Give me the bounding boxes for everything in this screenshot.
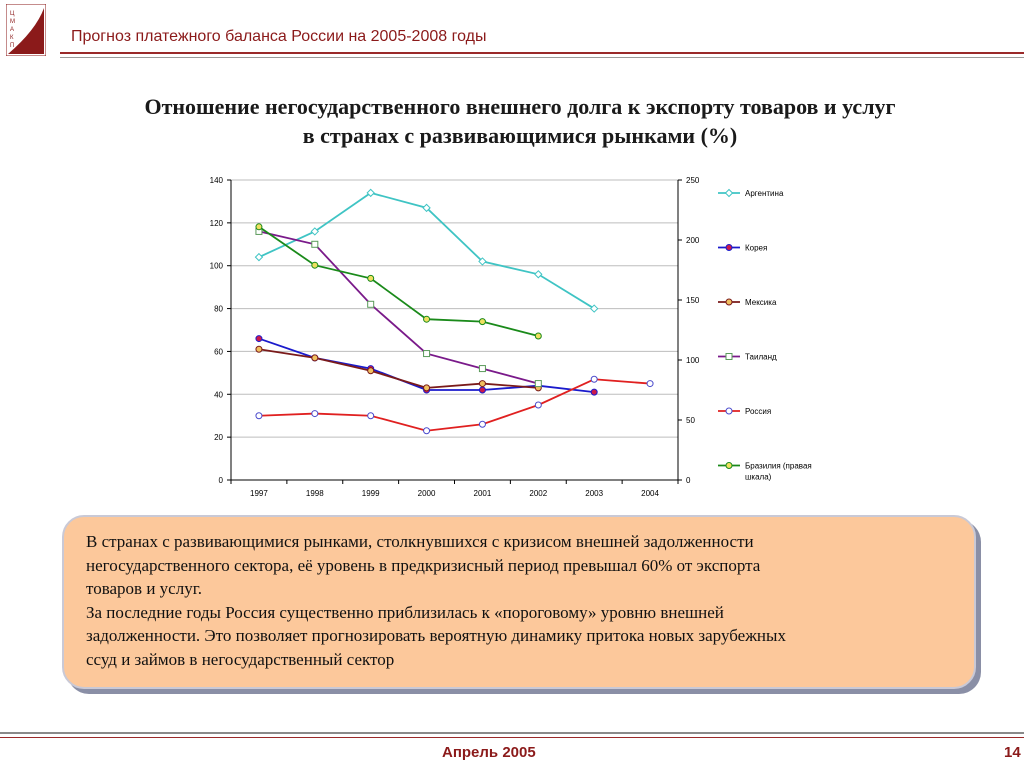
y-tick-label: 80: [214, 304, 223, 314]
data-point: [424, 428, 430, 434]
callout-line: негосударственного сектора, её уровень в предкризисный период превышал 60% от экспорта: [86, 555, 761, 575]
y-tick-label: 140: [209, 176, 223, 185]
legend-marker: [726, 354, 732, 360]
data-point: [256, 413, 262, 419]
y-tick-label: 0: [218, 476, 223, 485]
legend-marker: [726, 408, 732, 414]
series-line: [259, 379, 650, 430]
data-point: [479, 387, 485, 393]
legend-label: Таиланд: [745, 352, 777, 362]
data-point: [312, 241, 318, 247]
x-tick-label: 1999: [361, 489, 380, 498]
header-title: Прогноз платежного баланса России на 2005-2008 годы: [71, 28, 487, 45]
callout-line: В странах с развивающимися рынками, столкнувшихся с кризисом внешней задолженности: [86, 532, 754, 551]
svg-text:Ц: Ц: [10, 11, 15, 17]
legend-label: Россия: [745, 407, 772, 416]
footer-divider: [0, 732, 1024, 734]
data-point: [479, 366, 485, 372]
data-point: [368, 301, 374, 307]
y-tick-label: 20: [214, 433, 223, 443]
data-point: [479, 381, 485, 387]
page-number: 14: [1004, 744, 1021, 761]
legend-marker: [726, 463, 732, 469]
data-point: [256, 336, 262, 342]
data-point: [312, 411, 318, 417]
data-point: [312, 262, 318, 268]
y2-tick-label: 250: [686, 176, 700, 185]
data-point: [424, 385, 430, 391]
data-point: [479, 421, 485, 427]
header-divider: [60, 52, 1024, 54]
legend-label: Бразилия (правая: [745, 461, 812, 471]
y2-tick-label: 50: [686, 416, 695, 425]
slide-title-line1: Отношение негосударственного внешнего долга к экспорту товаров и услуг: [144, 94, 896, 119]
y2-tick-label: 200: [686, 236, 700, 245]
data-point: [312, 355, 318, 361]
legend-marker: [726, 245, 732, 251]
slide-title: [60, 92, 980, 150]
svg-text:М: М: [10, 19, 15, 25]
svg-text:К: К: [10, 35, 14, 41]
data-point: [535, 402, 541, 408]
header-divider-thin: [60, 57, 1024, 58]
x-tick-label: 2004: [641, 489, 659, 498]
callout-line: За последние годы Россия существенно приблизилась к «пороговому» уровню внешней: [86, 602, 724, 622]
x-tick-label: 2000: [417, 489, 436, 498]
y-tick-label: 40: [214, 390, 223, 400]
footer-date: Апрель 2005: [442, 744, 536, 761]
data-point: [368, 275, 374, 281]
data-point: [591, 376, 597, 382]
data-point: [255, 254, 262, 261]
y2-tick-label: 150: [686, 296, 700, 305]
legend-label: шкала): [745, 472, 772, 482]
data-point: [368, 413, 374, 419]
legend-label: Мексика: [745, 298, 777, 307]
legend-marker: [726, 299, 732, 305]
data-point: [256, 224, 262, 230]
x-tick-label: 1998: [305, 489, 324, 498]
callout-line: ссуд и займов в негосударственный сектор: [86, 649, 395, 669]
line-chart: [190, 168, 860, 503]
data-point: [479, 319, 485, 325]
legend-marker: [726, 190, 733, 197]
y-tick-label: 60: [214, 347, 223, 357]
svg-text:А: А: [10, 27, 15, 33]
data-point: [647, 381, 653, 387]
callout-line: задолженности. Это позволяет прогнозировать вероятную динамику притока новых зарубежных: [86, 626, 786, 645]
logo-icon: [6, 4, 46, 56]
data-point: [424, 351, 430, 357]
y2-tick-label: 100: [686, 356, 700, 365]
callout-box: [62, 515, 976, 689]
data-point: [424, 316, 430, 322]
series-line: [259, 349, 538, 388]
data-point: [535, 333, 541, 339]
legend-label: Корея: [745, 243, 768, 253]
footer-divider-thin: [0, 737, 1024, 738]
data-point: [591, 389, 597, 395]
svg-text:П: П: [10, 43, 15, 49]
series-line: [259, 227, 538, 336]
data-point: [535, 381, 541, 387]
slide-title-line2: в странах с развивающимися рынками (%): [302, 123, 738, 148]
data-point: [256, 346, 262, 352]
series-line: [259, 231, 538, 383]
x-tick-label: 2002: [529, 489, 548, 498]
x-tick-label: 2003: [585, 489, 604, 498]
x-tick-label: 1997: [250, 489, 268, 498]
legend-label: Аргентина: [745, 189, 784, 198]
y-tick-label: 120: [209, 218, 223, 228]
y-tick-label: 100: [209, 261, 223, 271]
data-point: [368, 368, 374, 374]
series-line: [259, 339, 594, 393]
y2-tick-label: 0: [686, 476, 691, 485]
x-tick-label: 2001: [473, 489, 492, 498]
callout-line: товаров и услуг.: [86, 579, 203, 598]
